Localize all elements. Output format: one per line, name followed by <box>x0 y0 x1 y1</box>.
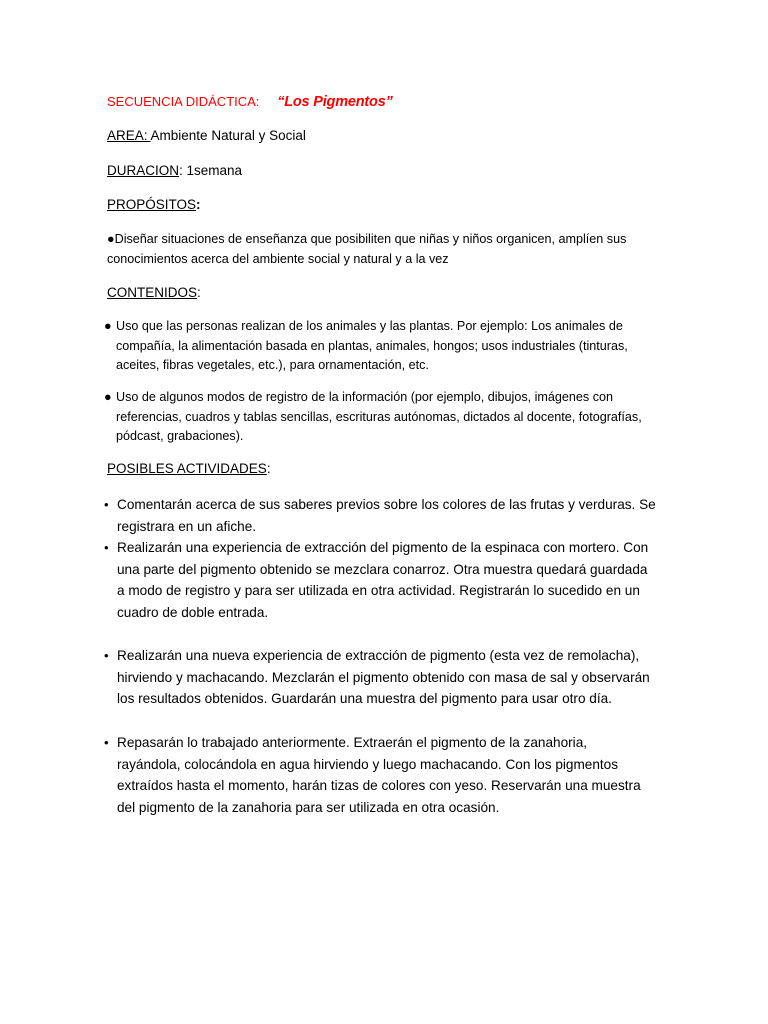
purposes-heading <box>107 195 201 215</box>
activity-item <box>104 494 677 537</box>
bullet-icon: • <box>104 497 109 512</box>
purposes-label: PROPÓSITOS <box>107 197 197 212</box>
area-line <box>107 126 306 146</box>
duration-value: : 1semana <box>179 163 243 178</box>
list-item-line: aceites, fibras vegetales, etc.), para ornamentación, etc. <box>116 358 429 372</box>
activities-heading <box>107 459 271 479</box>
contents-colon: : <box>197 285 201 300</box>
duration-line <box>107 161 242 181</box>
list-item-line: Uso de algunos modos de registro de la información (por ejemplo, dibujos, imágenes con <box>116 390 614 404</box>
list-item-line: rayándola, colocándola en agua hirviendo y luego machacando. Con los pigmentos <box>117 756 619 772</box>
list-item-line: del pigmento de la zanahoria para ser utilizada en otra ocasión. <box>117 800 500 816</box>
list-item-line: referencias, cuadros y tablas sencillas, escrituras autónomas, dictados al docente, fotografías, <box>116 409 642 424</box>
activity-item <box>104 537 677 624</box>
list-item-line: Repasarán lo trabajado anteriormente. Extraerán el pigmento de la zanahoria, <box>117 735 588 750</box>
list-item-line: hirviendo y machacando. Mezclarán el pigmento obtenido con masa de sal y observarán <box>117 669 650 685</box>
sequence-title: “Los Pigmentos” <box>277 94 393 110</box>
purposes-colon: : <box>196 197 201 212</box>
purposes-text-line: conocimientos acerca del ambiente social y natural y a la vez <box>107 252 449 266</box>
contents-item <box>104 317 628 376</box>
list-item-line: Uso que las personas realizan de los animales y las plantas. Por ejemplo: Los animales de <box>116 319 623 333</box>
duration-label: DURACION <box>107 163 180 178</box>
bullet-icon: ● <box>104 319 112 333</box>
list-item-line: compañía, la alimentación basada en plantas, animales, hongos; usos industriales (tinturas, <box>116 338 628 353</box>
list-item-line: a modo de registro y para ser utilizada en otra actividad. Registrarán lo sucedido en un <box>117 583 640 599</box>
bullet-icon: • <box>104 540 109 555</box>
list-item-line: Realizarán una nueva experiencia de extracción de pigmento (esta vez de remolacha), <box>117 648 640 663</box>
list-item-line: cuadro de doble entrada. <box>117 605 269 621</box>
contents-heading <box>107 283 201 303</box>
list-item-line: registrara en un afiche. <box>117 518 257 534</box>
bullet-icon: • <box>104 735 109 750</box>
activity-item <box>104 645 677 710</box>
bullet-icon: • <box>104 648 109 663</box>
activities-label: POSIBLES ACTIVIDADES <box>107 461 267 476</box>
activities-colon: : <box>266 461 271 476</box>
contents-label: CONTENIDOS <box>107 285 198 300</box>
document-title <box>107 92 393 112</box>
list-item-line: extraídos hasta el momento, harán tizas de colores con yeso. Reservarán una muestra <box>117 778 641 794</box>
list-item-line: una parte del pigmento obtenido se mezclara conarroz. Otra muestra quedará guardada <box>117 561 648 577</box>
area-value: Ambiente Natural y Social <box>150 128 306 143</box>
list-item-line: pódcast, grabaciones). <box>116 429 244 443</box>
list-item-line: Comentarán acerca de sus saberes previos sobre los colores de las frutas y verduras. Se <box>117 497 656 512</box>
activity-item <box>104 732 677 819</box>
contents-item <box>104 388 642 447</box>
purposes-text <box>107 229 667 269</box>
sequence-label: SECUENCIA DIDÁCTICA: <box>107 94 260 109</box>
list-item-line: los resultados obtenidos. Guardarán una muestra del pigmento para usar otro día. <box>117 691 612 707</box>
area-label: AREA: <box>107 128 151 143</box>
purposes-text-line: ●Diseñar situaciones de enseñanza que posibiliten que niñas y niños organicen, amplíen sus <box>107 232 627 246</box>
bullet-icon: ● <box>104 390 112 404</box>
list-item-line: Realizarán una experiencia de extracción del pigmento de la espinaca con mortero. Con <box>117 540 649 555</box>
